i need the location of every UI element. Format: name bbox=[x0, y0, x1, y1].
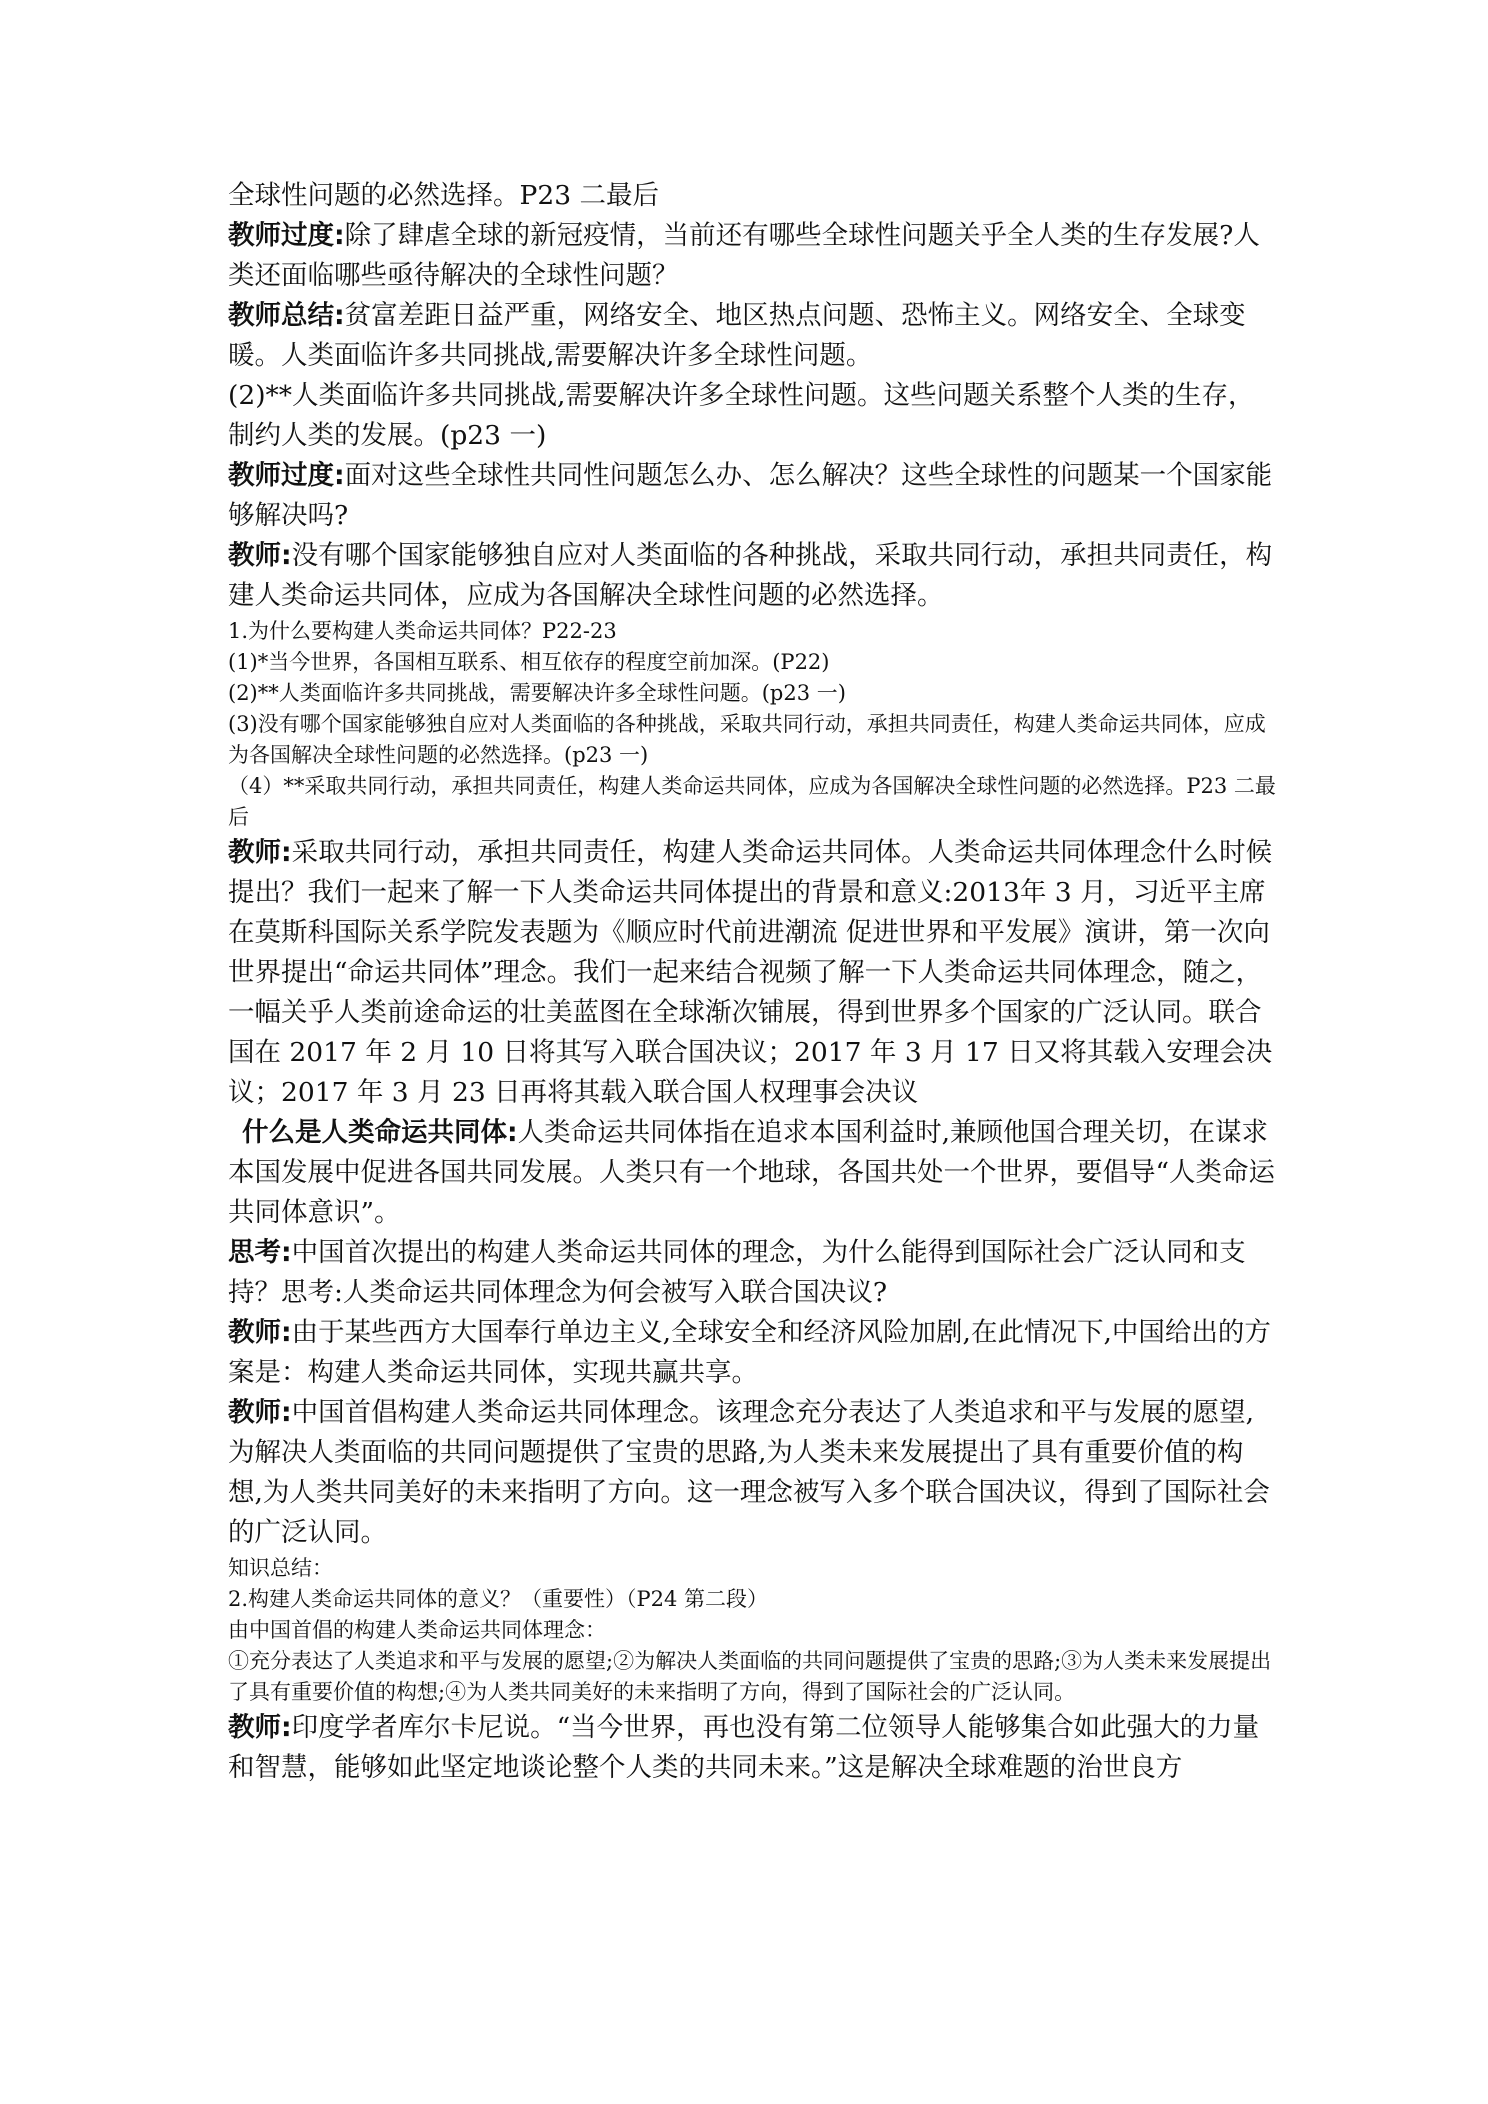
paragraph bbox=[228, 176, 1278, 216]
document-page bbox=[228, 176, 1278, 1788]
paragraph-text: 人类命运共同体指在追求本国利益时,兼顾他国合理关切，在谋求本国发展中促进各国共同发展。人类只有一个地球，各国共处一个世界，要倡导“人类命运共同体意识”。 bbox=[228, 1117, 1276, 1228]
speaker-label: 教师: bbox=[228, 540, 292, 571]
paragraph-text: (2)**人类面临许多共同挑战,需要解决许多全球性问题。这些问题关系整个人类的生存，制约人类的发展。(p23 一) bbox=[228, 380, 1255, 451]
paragraph bbox=[228, 1233, 1278, 1313]
paragraph-text: 中国首次提出的构建人类命运共同体的理念，为什么能得到国际社会广泛认同和支持？思考:人类命运共同体理念为何会被写入联合国决议? bbox=[228, 1237, 1246, 1308]
speaker-label: 教师总结: bbox=[228, 300, 345, 331]
list-item: (2)**人类面临许多共同挑战，需要解决许多全球性问题。(p23 一) bbox=[228, 681, 846, 705]
paragraph-text: 面对这些全球性共同性问题怎么办、怎么解决？这些全球性的问题某一个国家能够解决吗? bbox=[228, 460, 1273, 531]
list-item: (3)没有哪个国家能够独自应对人类面临的各种挑战，采取共同行动，承担共同责任，构建人类命运共同体，应成为各国解决全球性问题的必然选择。(p23 一) bbox=[228, 712, 1266, 767]
list-heading: 1.为什么要构建人类命运共同体？P22-23 bbox=[228, 619, 617, 643]
paragraph bbox=[228, 1313, 1278, 1393]
paragraph bbox=[228, 216, 1278, 296]
speaker-label: 思考: bbox=[228, 1237, 292, 1268]
speaker-label: 教师过度: bbox=[228, 460, 345, 491]
paragraph-text: 中国首倡构建人类命运共同体理念。该理念充分表达了人类追求和平与发展的愿望,为解决人类面临的共同问题提供了宝贵的思路,为人类未来发展提出了具有重要价值的构想,为人类共同美好的未来指明了方向。这一理念被写入多个联合国决议，得到了国际社会的广泛认同。 bbox=[228, 1397, 1270, 1548]
list-item: (1)*当今世界，各国相互联系、相互依存的程度空前加深。(P22) bbox=[228, 650, 830, 674]
list-heading: 2.构建人类命运共同体的意义？（重要性）（P24 第二段） bbox=[228, 1587, 769, 1611]
paragraph bbox=[228, 1113, 1278, 1233]
paragraph bbox=[228, 376, 1278, 456]
paragraph-text: 贫富差距日益严重，网络安全、地区热点问题、恐怖主义。网络安全、全球变暖。人类面临许多共同挑战,需要解决许多全球性问题。 bbox=[228, 300, 1246, 371]
paragraph-text: 除了肆虐全球的新冠疫情，当前还有哪些全球性问题关乎全人类的生存发展?人类还面临哪些亟待解决的全球性问题？ bbox=[228, 220, 1260, 291]
term-label: 什么是人类命运共同体: bbox=[242, 1117, 518, 1148]
paragraph bbox=[228, 1708, 1278, 1788]
speaker-label: 教师: bbox=[228, 837, 292, 868]
paragraph bbox=[228, 833, 1278, 1113]
paragraph bbox=[228, 456, 1278, 536]
paragraph-text: 印度学者库尔卡尼说。“当今世界，再也没有第二位领导人能够集合如此强大的力量和智慧，能够如此坚定地谈论整个人类的共同未来。”这是解决全球难题的治世良方 bbox=[228, 1712, 1260, 1783]
paragraph-text: 由于某些西方大国奉行单边主义,全球安全和经济风险加剧,在此情况下,中国给出的方案是：构建人类命运共同体，实现共赢共享。 bbox=[228, 1317, 1271, 1388]
paragraph-text: 全球性问题的必然选择。P23 二最后 bbox=[228, 180, 659, 211]
list-item: ①充分表达了人类追求和平与发展的愿望;②为解决人类面临的共同问题提供了宝贵的思路;③为人类未来发展提出了具有重要价值的构想;④为人类共同美好的未来指明了方向，得到了国际社会的广泛认同。 bbox=[228, 1649, 1272, 1704]
speaker-label: 教师: bbox=[228, 1712, 292, 1743]
list-item: （4）**采取共同行动，承担共同责任，构建人类命运共同体，应成为各国解决全球性问题的必然选择。P23 二最后 bbox=[228, 774, 1276, 829]
section-heading: 知识总结： bbox=[228, 1556, 333, 1580]
paragraph-text: 没有哪个国家能够独自应对人类面临的各种挑战，采取共同行动，承担共同责任，构建人类命运共同体，应成为各国解决全球性问题的必然选择。 bbox=[228, 540, 1273, 611]
speaker-label: 教师: bbox=[228, 1397, 292, 1428]
paragraph bbox=[228, 296, 1278, 376]
paragraph-text: 采取共同行动，承担共同责任，构建人类命运共同体。人类命运共同体理念什么时候提出？我们一起来了解一下人类命运共同体提出的背景和意义:2013年 3 月，习近平主席在莫斯科国际关系学院发表题为《顺应时代前进潮流 促进世界和平发展》演讲，第一次向世界提出“命运共同体”理念。我们一起来结合视频了解一下人类命运共同体理念，随之，一幅关乎人类前途命运的壮美蓝图在全球渐次铺展，得到世界多个国家的广泛认同。联合国在 2017 年 2 月 10 日将其写入联合国决议；2017 年 3 月 17 日又将其载入安理会决议；2017 年 3 月 23 日再将其载入联合国人权理事会决议 bbox=[228, 837, 1273, 1108]
paragraph bbox=[228, 1393, 1278, 1553]
paragraph bbox=[228, 536, 1278, 616]
list-item: 由中国首倡的构建人类命运共同体理念： bbox=[228, 1618, 606, 1642]
speaker-label: 教师: bbox=[228, 1317, 292, 1348]
speaker-label: 教师过度: bbox=[228, 220, 345, 251]
